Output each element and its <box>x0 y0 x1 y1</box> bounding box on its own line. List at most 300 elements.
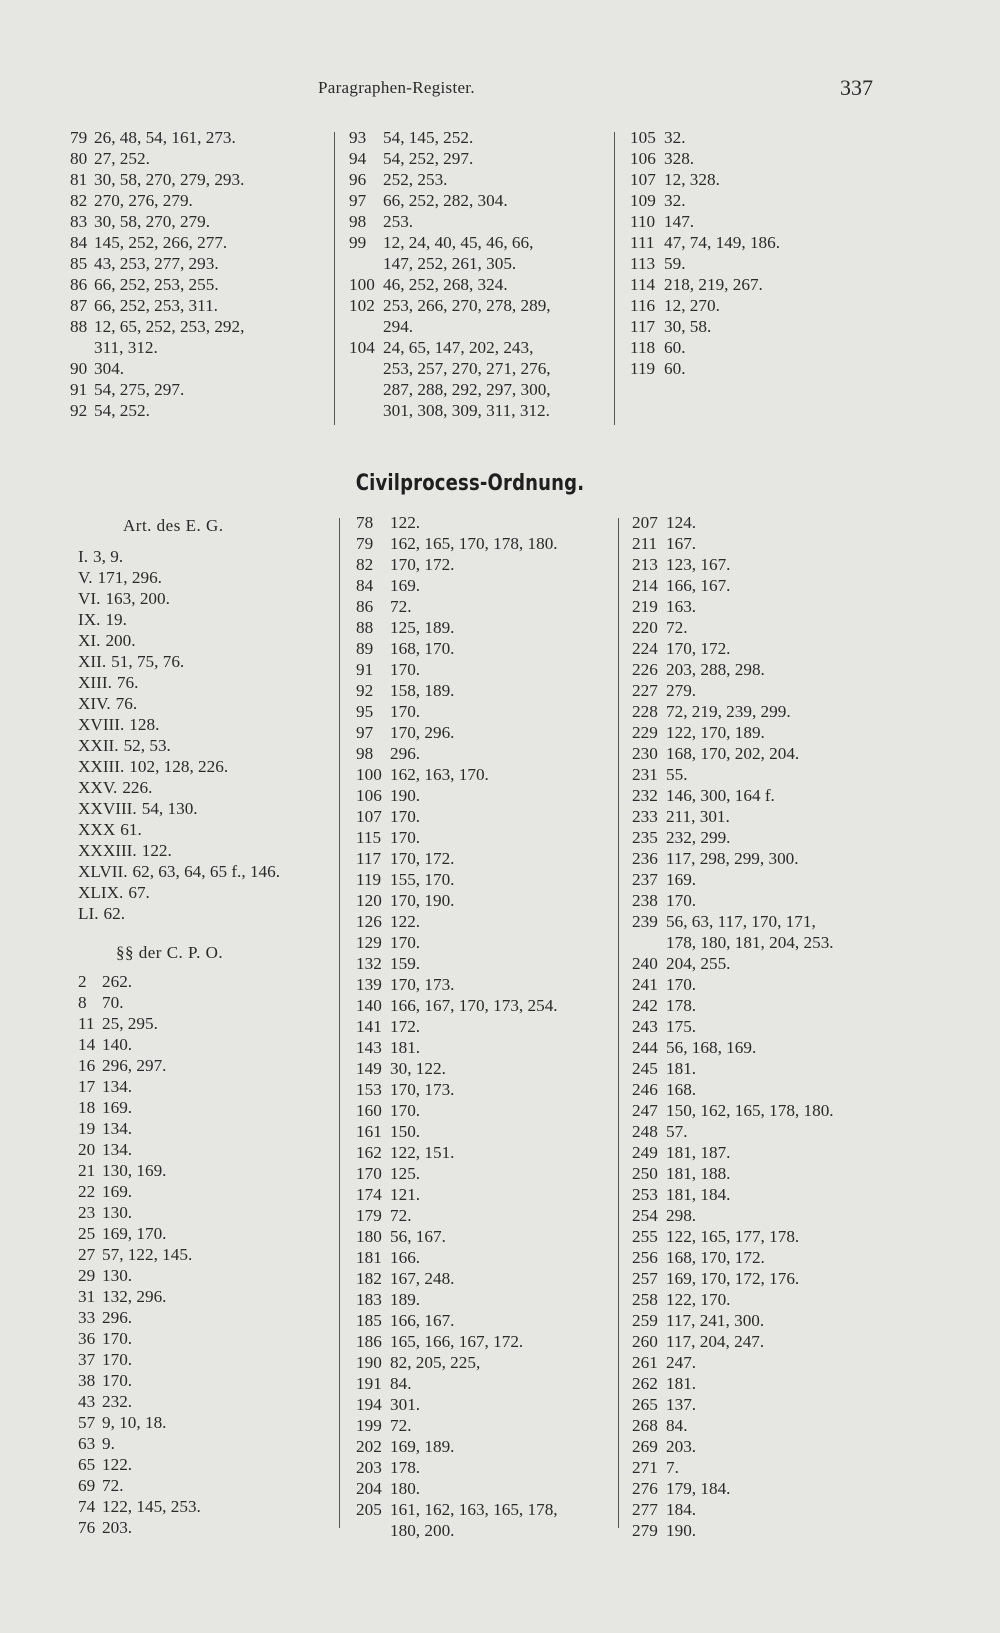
entry-references: 170. <box>102 1371 133 1390</box>
index-entry <box>632 974 834 995</box>
entry-references: 169. <box>666 870 697 889</box>
entry-number: 204 <box>356 1479 382 1498</box>
entry-number: XVIII. <box>78 715 125 734</box>
entry-references: 170. <box>390 1101 421 1120</box>
index-entry <box>632 617 834 638</box>
entry-references: 189. <box>390 1290 421 1309</box>
entry-number: 241 <box>632 975 658 994</box>
entry-number: 140 <box>356 996 382 1015</box>
entry-number: 87 <box>70 296 88 315</box>
entry-number: 120 <box>356 891 382 910</box>
entry-number: XII. <box>78 652 107 671</box>
index-entry <box>632 743 834 764</box>
entry-references: 178, 180, 181, 204, 253. <box>666 933 834 952</box>
index-entry <box>356 974 558 995</box>
entry-number: 119 <box>356 870 382 889</box>
index-entry <box>356 1520 558 1541</box>
entry-number: 248 <box>632 1122 658 1141</box>
index-entry <box>632 722 834 743</box>
entry-number: 113 <box>630 254 656 273</box>
index-entry <box>632 827 834 848</box>
entry-references: 128. <box>129 715 160 734</box>
entry-number: 14 <box>78 1035 96 1054</box>
index-entry <box>70 148 244 169</box>
entry-references: 84. <box>390 1374 412 1393</box>
index-entry <box>632 1226 834 1247</box>
index-entry <box>632 1268 834 1289</box>
index-entry <box>356 1331 558 1352</box>
entry-number: 238 <box>632 891 658 910</box>
entry-number: 247 <box>632 1101 658 1120</box>
entry-references: 121. <box>390 1185 421 1204</box>
entry-references: 170. <box>390 702 421 721</box>
bottom-index-column-1 <box>78 515 280 1538</box>
index-entry <box>70 211 244 232</box>
entry-references: 32. <box>664 128 686 147</box>
entry-number: 115 <box>356 828 382 847</box>
entry-number: 229 <box>632 723 658 742</box>
index-entry <box>349 211 551 232</box>
index-entry <box>632 680 834 701</box>
index-entry <box>349 253 551 274</box>
entry-references: 122. <box>390 912 421 931</box>
index-entry <box>78 1139 280 1160</box>
entry-number: 92 <box>356 681 374 700</box>
section-heading: Civilprocess-Ordnung. <box>355 471 585 496</box>
index-entry <box>632 533 834 554</box>
entry-number: 65 <box>78 1455 96 1474</box>
entry-references: 72. <box>102 1476 124 1495</box>
index-entry <box>349 337 551 358</box>
index-entry <box>356 1079 558 1100</box>
index-entry <box>356 512 558 533</box>
index-entry <box>356 1037 558 1058</box>
entry-references: 158, 189. <box>390 681 455 700</box>
entry-references: 170, 173. <box>390 1080 455 1099</box>
entry-number: 190 <box>356 1353 382 1372</box>
entry-number: XIV. <box>78 694 111 713</box>
entry-number: 224 <box>632 639 658 658</box>
entry-references: 181, 187. <box>666 1143 731 1162</box>
entry-number: 228 <box>632 702 658 721</box>
entry-references: 178. <box>666 996 697 1015</box>
index-entry <box>78 1223 280 1244</box>
bottom-index-column-2 <box>356 512 558 1541</box>
entry-number: 100 <box>349 275 375 294</box>
index-entry <box>632 932 834 953</box>
entry-references: 168, 170, 202, 204. <box>666 744 800 763</box>
index-entry <box>632 1100 834 1121</box>
entry-references: 60. <box>664 359 686 378</box>
entry-references: 162, 163, 170. <box>390 765 489 784</box>
index-entry <box>78 1412 280 1433</box>
index-entry <box>356 1058 558 1079</box>
entry-references: 190. <box>390 786 421 805</box>
index-entry <box>70 274 244 295</box>
index-entry <box>356 932 558 953</box>
top-index-column-2 <box>349 127 551 421</box>
entry-references: 3, 9. <box>93 547 124 566</box>
index-entry <box>632 911 834 932</box>
entry-references: 43, 253, 277, 293. <box>94 254 219 273</box>
entry-number: 17 <box>78 1077 96 1096</box>
entry-number: 86 <box>70 275 88 294</box>
entry-references: 82, 205, 225, <box>390 1353 481 1372</box>
entry-references: 122. <box>102 1455 133 1474</box>
entry-references: 134. <box>102 1077 133 1096</box>
index-entry <box>78 971 280 992</box>
index-entry <box>349 232 551 253</box>
index-entry <box>632 1016 834 1037</box>
entry-references: 181, 188. <box>666 1164 731 1183</box>
cpo-list-1 <box>78 971 280 1538</box>
index-entry <box>632 1520 834 1541</box>
index-entry <box>356 1478 558 1499</box>
entry-references: 66, 252, 282, 304. <box>383 191 508 210</box>
entry-number: 114 <box>630 275 656 294</box>
entry-number: 79 <box>356 534 374 553</box>
entry-references: 122, 170. <box>666 1290 731 1309</box>
entry-references: 181. <box>390 1038 421 1057</box>
running-head <box>0 75 1000 108</box>
entry-references: 61. <box>120 820 142 839</box>
index-entry <box>630 274 780 295</box>
entry-references: 170, 190. <box>390 891 455 910</box>
index-entry <box>78 861 280 882</box>
index-entry <box>356 1310 558 1331</box>
entry-references: 167. <box>666 534 697 553</box>
index-entry <box>632 764 834 785</box>
entry-references: 294. <box>383 317 414 336</box>
index-entry <box>78 1370 280 1391</box>
entry-references: 203. <box>102 1518 133 1537</box>
index-entry <box>70 358 244 379</box>
entry-number: 269 <box>632 1437 658 1456</box>
entry-number: 99 <box>349 233 367 252</box>
index-entry <box>78 840 280 861</box>
entry-references: 122. <box>141 841 172 860</box>
entry-references: 147. <box>664 212 695 231</box>
entry-number: 243 <box>632 1017 658 1036</box>
entry-references: 200. <box>105 631 136 650</box>
index-entry <box>78 651 280 672</box>
index-entry <box>356 848 558 869</box>
index-entry <box>78 672 280 693</box>
entry-number: 235 <box>632 828 658 847</box>
index-entry <box>78 1244 280 1265</box>
entry-references: 123, 167. <box>666 555 731 574</box>
entry-references: 304. <box>94 359 125 378</box>
entry-references: 54, 275, 297. <box>94 380 185 399</box>
entry-references: 30, 58, 270, 279, 293. <box>94 170 245 189</box>
entry-number: 237 <box>632 870 658 889</box>
entry-number: 153 <box>356 1080 382 1099</box>
entry-number: 82 <box>356 555 374 574</box>
entry-number: 100 <box>356 765 382 784</box>
entry-references: 161, 162, 163, 165, 178, <box>390 1500 558 1519</box>
entry-references: 181. <box>666 1374 697 1393</box>
index-entry <box>78 1118 280 1139</box>
entry-number: 182 <box>356 1269 382 1288</box>
entry-number: 109 <box>630 191 656 210</box>
index-entry <box>78 1265 280 1286</box>
entry-number: 36 <box>78 1329 96 1348</box>
entry-references: 72. <box>390 1416 412 1435</box>
entry-number: 119 <box>630 359 656 378</box>
index-entry <box>630 358 780 379</box>
entry-references: 279. <box>666 681 697 700</box>
index-entry <box>356 680 558 701</box>
entry-references: 72. <box>666 618 688 637</box>
entry-number: 149 <box>356 1059 382 1078</box>
entry-number: 245 <box>632 1059 658 1078</box>
index-entry <box>632 785 834 806</box>
entry-number: XXVIII. <box>78 799 137 818</box>
index-entry <box>356 533 558 554</box>
entry-references: 137. <box>666 1395 697 1414</box>
index-entry <box>349 148 551 169</box>
entry-number: 250 <box>632 1164 658 1183</box>
entry-number: 63 <box>78 1434 96 1453</box>
entry-number: 141 <box>356 1017 382 1036</box>
entry-references: 232, 299. <box>666 828 731 847</box>
entry-references: 287, 288, 292, 297, 300, <box>383 380 551 399</box>
entry-number: 69 <box>78 1476 96 1495</box>
index-entry <box>78 882 280 903</box>
entry-references: 169, 170, 172, 176. <box>666 1269 800 1288</box>
entry-number: 242 <box>632 996 658 1015</box>
entry-number: XXV. <box>78 778 118 797</box>
entry-references: 168. <box>666 1080 697 1099</box>
cpo-heading: §§ der C. P. O. <box>116 943 224 962</box>
index-entry <box>356 806 558 827</box>
entry-references: 169. <box>102 1098 133 1117</box>
entry-number: 194 <box>356 1395 382 1414</box>
entry-number: XI. <box>78 631 101 650</box>
index-entry <box>632 575 834 596</box>
index-entry <box>632 1058 834 1079</box>
index-entry <box>632 1121 834 1142</box>
entry-references: 66, 252, 253, 255. <box>94 275 219 294</box>
index-entry <box>632 1457 834 1478</box>
entry-references: 150. <box>390 1122 421 1141</box>
entry-number: 98 <box>349 212 367 231</box>
entry-number: 25 <box>78 1224 96 1243</box>
entry-number: V. <box>78 568 93 587</box>
entry-number: 18 <box>78 1098 96 1117</box>
index-entry <box>78 1349 280 1370</box>
index-entry <box>356 1100 558 1121</box>
entry-number: 260 <box>632 1332 658 1351</box>
entry-number: XIII. <box>78 673 112 692</box>
entry-references: 54, 252. <box>94 401 150 420</box>
index-entry <box>70 232 244 253</box>
index-entry <box>70 295 244 316</box>
entry-number: 230 <box>632 744 658 763</box>
entry-number: 253 <box>632 1185 658 1204</box>
entry-number: 27 <box>78 1245 96 1264</box>
entry-number: 180 <box>356 1227 382 1246</box>
entry-number: 2 <box>78 972 87 991</box>
index-entry <box>632 1184 834 1205</box>
entry-references: 166. <box>390 1248 421 1267</box>
index-entry <box>632 1247 834 1268</box>
index-entry <box>632 1310 834 1331</box>
entry-references: 179, 184. <box>666 1479 731 1498</box>
entry-references: 122, 151. <box>390 1143 455 1162</box>
entry-number: I. <box>78 547 89 566</box>
index-entry <box>632 1373 834 1394</box>
entry-references: 226. <box>122 778 153 797</box>
entry-number: 8 <box>78 993 87 1012</box>
entry-number: 89 <box>356 639 374 658</box>
index-entry <box>356 575 558 596</box>
entry-number: 107 <box>356 807 382 826</box>
entry-number: 161 <box>356 1122 382 1141</box>
index-entry <box>630 253 780 274</box>
entry-number: 202 <box>356 1437 382 1456</box>
entry-references: 12, 65, 252, 253, 292, <box>94 317 245 336</box>
index-entry <box>356 1457 558 1478</box>
index-entry <box>356 911 558 932</box>
entry-references: 180, 200. <box>390 1521 455 1540</box>
entry-number: 11 <box>78 1014 95 1033</box>
index-entry <box>632 848 834 869</box>
entry-references: 169, 170. <box>102 1224 167 1243</box>
index-entry <box>78 1202 280 1223</box>
entry-number: XLVII. <box>78 862 128 881</box>
index-entry <box>78 735 280 756</box>
entry-references: 296. <box>390 744 421 763</box>
entry-references: 134. <box>102 1140 133 1159</box>
index-entry <box>632 1037 834 1058</box>
index-entry <box>78 714 280 735</box>
entry-number: 111 <box>630 233 655 252</box>
index-entry <box>70 169 244 190</box>
index-entry <box>78 1097 280 1118</box>
entry-number: 95 <box>356 702 374 721</box>
index-entry <box>632 1205 834 1226</box>
index-entry <box>632 1478 834 1499</box>
entry-references: 204, 255. <box>666 954 731 973</box>
entry-number: IX. <box>78 610 101 629</box>
entry-number: 104 <box>349 338 375 357</box>
entry-references: 170, 296. <box>390 723 455 742</box>
entry-references: 170. <box>390 660 421 679</box>
entry-references: 55. <box>666 765 688 784</box>
entry-references: 130. <box>102 1266 133 1285</box>
entry-references: 12, 328. <box>664 170 720 189</box>
index-entry <box>349 358 551 379</box>
index-entry <box>356 1394 558 1415</box>
entry-number: 98 <box>356 744 374 763</box>
index-entry <box>356 869 558 890</box>
entry-references: 253, 266, 270, 278, 289, <box>383 296 551 315</box>
entry-references: 117, 298, 299, 300. <box>666 849 799 868</box>
entry-number: 22 <box>78 1182 96 1201</box>
top-index-column-1 <box>70 127 244 421</box>
index-entry <box>78 1433 280 1454</box>
entry-number: 20 <box>78 1140 96 1159</box>
page-number: 337 <box>840 75 873 100</box>
entry-references: 170. <box>666 891 697 910</box>
index-entry <box>630 316 780 337</box>
entry-number: 256 <box>632 1248 658 1267</box>
index-entry <box>356 827 558 848</box>
column-divider <box>339 518 340 1528</box>
entry-number: 244 <box>632 1038 658 1057</box>
entry-number: 246 <box>632 1080 658 1099</box>
entry-number: 116 <box>630 296 656 315</box>
entry-number: 261 <box>632 1353 658 1372</box>
entry-references: 125. <box>390 1164 421 1183</box>
entry-number: 132 <box>356 954 382 973</box>
column-divider <box>618 518 619 1528</box>
entry-number: 117 <box>630 317 656 336</box>
entry-references: 296, 297. <box>102 1056 167 1075</box>
entry-references: 155, 170. <box>390 870 455 889</box>
entry-references: 122, 165, 177, 178. <box>666 1227 800 1246</box>
entry-references: 70. <box>102 993 124 1012</box>
index-entry <box>632 1142 834 1163</box>
entry-number: 74 <box>78 1497 96 1516</box>
index-entry <box>632 1436 834 1457</box>
index-entry <box>78 798 280 819</box>
index-entry <box>78 992 280 1013</box>
entry-references: 184. <box>666 1500 697 1519</box>
index-entry <box>78 588 280 609</box>
column-divider <box>614 132 615 425</box>
entry-number: 231 <box>632 765 658 784</box>
index-entry <box>356 1268 558 1289</box>
entry-references: 171, 296. <box>97 568 162 587</box>
entry-references: 169, 189. <box>390 1437 455 1456</box>
entry-number: 79 <box>70 128 88 147</box>
entry-references: 140. <box>102 1035 133 1054</box>
index-entry <box>78 1055 280 1076</box>
index-entry <box>78 1160 280 1181</box>
entry-references: 9, 10, 18. <box>102 1413 167 1432</box>
index-entry <box>356 638 558 659</box>
entry-references: 30, 58. <box>664 317 712 336</box>
entry-references: 252, 253. <box>383 170 448 189</box>
entry-references: 62, 63, 64, 65 f., 146. <box>132 862 281 881</box>
entry-number: 57 <box>78 1413 96 1432</box>
entry-number: 207 <box>632 513 658 532</box>
index-entry <box>349 379 551 400</box>
entry-number: 19 <box>78 1119 96 1138</box>
entry-number: 38 <box>78 1371 96 1390</box>
entry-references: 72, 219, 239, 299. <box>666 702 791 721</box>
index-entry <box>356 1226 558 1247</box>
index-entry <box>78 567 280 588</box>
entry-number: 118 <box>630 338 656 357</box>
entry-number: 219 <box>632 597 658 616</box>
index-entry <box>630 127 780 148</box>
index-entry <box>349 169 551 190</box>
entry-references: 298. <box>666 1206 697 1225</box>
index-entry <box>349 295 551 316</box>
entry-references: 124. <box>666 513 697 532</box>
index-entry <box>356 995 558 1016</box>
entry-references: 57, 122, 145. <box>102 1245 193 1264</box>
entry-number: 257 <box>632 1269 658 1288</box>
index-entry <box>356 596 558 617</box>
entry-references: 163, 200. <box>105 589 170 608</box>
entry-number: 92 <box>70 401 88 420</box>
entry-number: 139 <box>356 975 382 994</box>
column-divider <box>334 132 335 425</box>
